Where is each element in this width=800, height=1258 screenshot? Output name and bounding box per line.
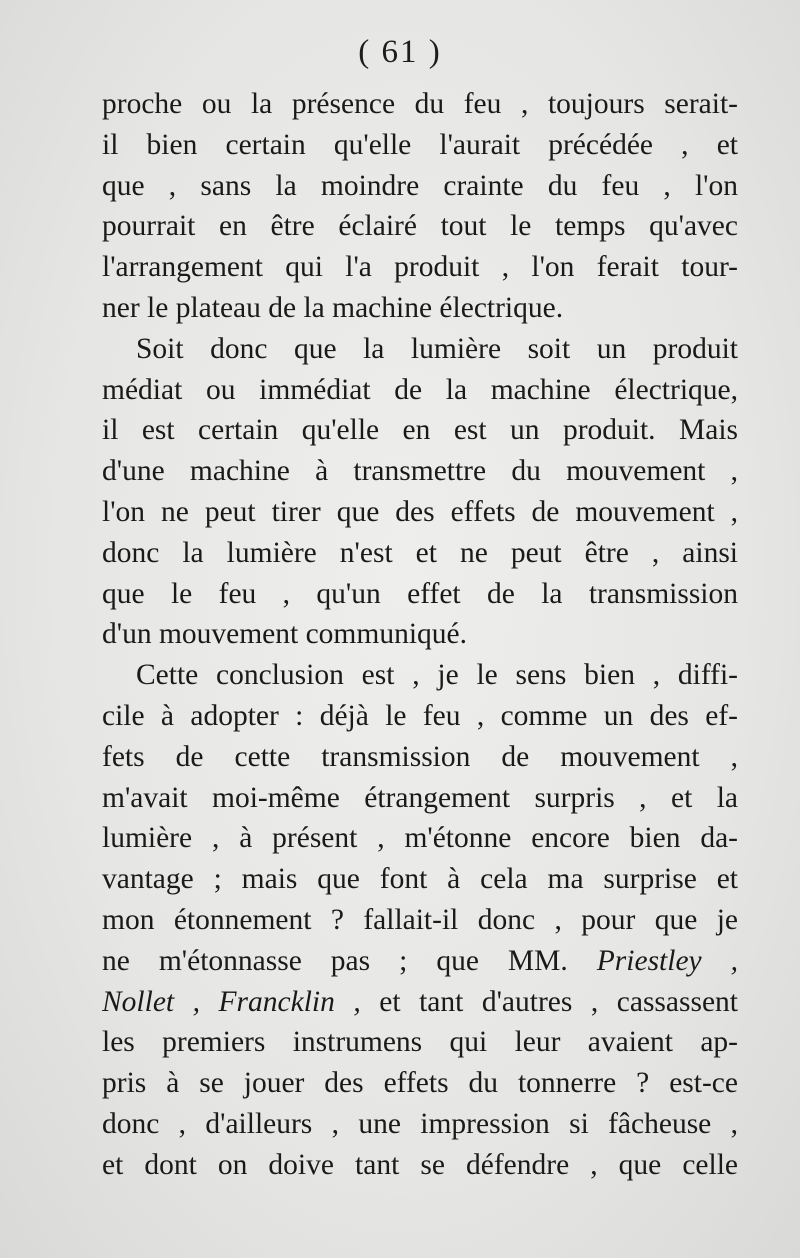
text-segment: et tant d'autres , cassassent [379,985,738,1018]
text-line-with-italics [102,941,738,982]
text-line: il bien certain qu'elle l'aurait précédée , et [102,128,738,161]
text-segment: ne m'étonnasse pas ; que MM. [102,944,568,977]
body-text [102,84,738,1186]
text-line: cile à adopter : déjà le feu , comme un des ef- [102,699,738,732]
text-line: d'une machine à transmettre du mouvement , [102,455,738,488]
text-line: que , sans la moindre crainte du feu , l'on [102,169,738,202]
text-line: et dont on doive tant se défendre , que celle [102,1148,738,1181]
text-line: ner le plateau de la machine électrique. [102,291,564,324]
text-line: que le feu , qu'un effet de la transmission [102,577,738,610]
text-line: donc , d'ailleurs , une impression si fâcheuse , [102,1107,738,1140]
paragraph-start-line: Cette conclusion est , je le sens bien , diffi- [136,659,738,692]
text-line: pris à se jouer des effets du tonnerre ? est-ce [102,1067,738,1100]
italic-name: Priestley , [596,944,738,977]
text-line: donc la lumière n'est et ne peut être , ainsi [102,536,738,569]
text-line: fets de cette transmission de mouvement , [102,740,738,773]
text-line: lumière , à présent , m'étonne encore bien da- [102,822,738,855]
text-line: mon étonnement ? fallait-il donc , pour que je [102,903,738,936]
text-line: les premiers instrumens qui leur avaient ap- [102,1026,738,1059]
text-line: vantage ; mais que font à cela ma surprise et [102,863,738,896]
text-line: l'on ne peut tirer que des effets de mouvement , [102,495,738,528]
page-number: ( 61 ) [358,34,442,70]
paragraph-start-line: Soit donc que la lumière soit un produit [136,332,738,365]
text-line: d'un mouvement communiqué. [102,618,467,651]
italic-names: Nollet , Francklin , [102,985,361,1018]
text-line: médiat ou immédiat de la machine électrique, [102,373,738,406]
text-line: l'arrangement qui l'a produit , l'on ferait tour- [102,251,738,284]
text-line: proche ou la présence du feu , toujours serait- [102,88,738,120]
text-line-with-italics [102,982,738,1023]
text-line: pourrait en être éclairé tout le temps qu'avec [102,210,738,243]
text-line: il est certain qu'elle en est un produit. Mais [102,414,738,447]
text-line: m'avait moi-même étrangement surpris , et la [102,781,738,814]
